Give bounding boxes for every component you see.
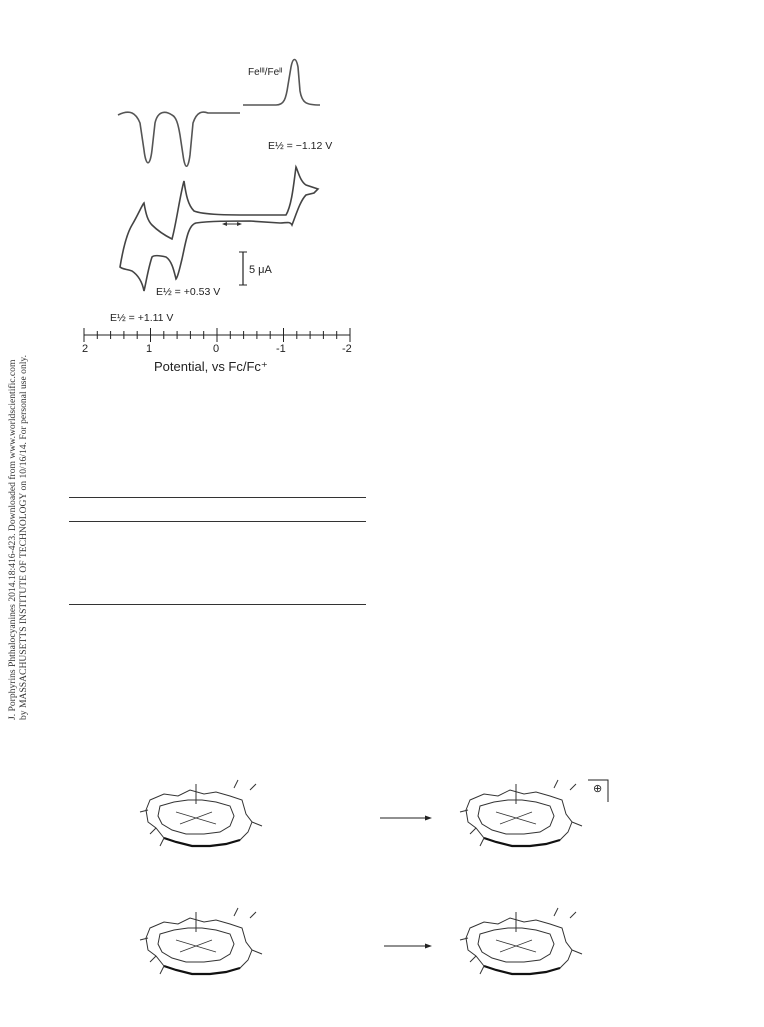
scan-direction-arrow	[222, 222, 242, 226]
reaction-arrow-2	[384, 944, 432, 949]
axis-title: Potential, vs Fc/Fc⁺	[154, 359, 268, 374]
table-rule-header	[69, 521, 366, 522]
watermark-line-1: J. Porphyrins Phthalocyanines 2014.18:416-423. Downloaded from www.worldscientific.com	[7, 359, 18, 720]
potential-axis	[84, 328, 350, 342]
e-half-111-label: E½ = +1.11 V	[110, 312, 174, 324]
porphyrin-structure-3	[140, 908, 262, 974]
table-rule-top	[69, 497, 366, 498]
e-half-053-label: E½ = +0.53 V	[156, 286, 221, 298]
e-half-neg-label: E½ = −1.12 V	[268, 140, 333, 152]
reaction-arrow-1	[380, 816, 432, 821]
fe-couple-label: Feᴵᴵᴵ/Feᴵᴵ	[248, 67, 283, 78]
cation-charge-symbol: ⊕	[593, 783, 603, 795]
scale-bar-label: 5 μA	[249, 264, 272, 276]
reaction-scheme	[130, 770, 630, 995]
tick-label-neg1: -1	[276, 343, 286, 355]
porphyrin-structure-4	[460, 908, 582, 974]
voltammogram-figure	[82, 55, 370, 375]
cv-trace	[120, 167, 318, 291]
porphyrin-structure-1	[140, 780, 262, 846]
tick-label-0: 0	[213, 343, 220, 355]
tick-label-1: 1	[146, 343, 153, 355]
table-rule-bottom	[69, 604, 366, 605]
tick-label-2: 2	[82, 343, 89, 355]
porphyrin-structure-2	[460, 780, 582, 846]
download-watermark	[4, 310, 32, 730]
watermark-line-2: by MASSACHUSETTS INSTITUTE OF TECHNOLOGY on 10/16/14. For personal use only.	[18, 354, 29, 720]
current-scale-bar	[239, 252, 247, 285]
tick-label-neg2: -2	[342, 343, 352, 355]
